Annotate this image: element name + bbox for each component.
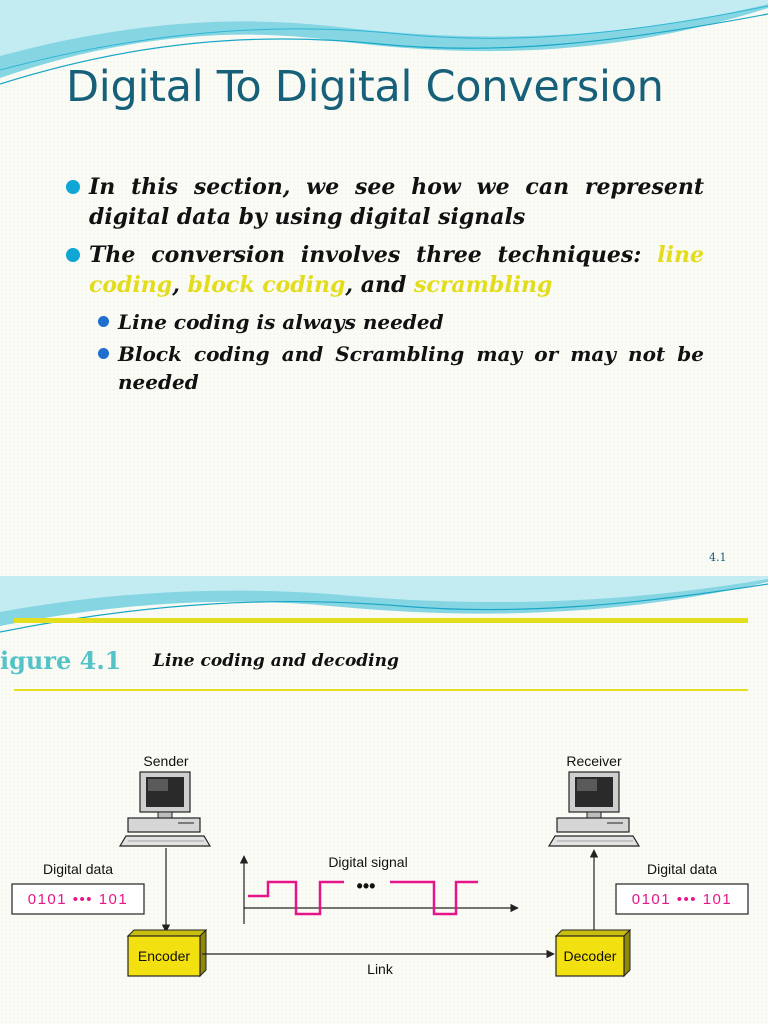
bullet-techniques — [64, 240, 704, 300]
receiver-label: Receiver — [566, 753, 622, 769]
figure-number: igure 4.1 — [0, 646, 122, 675]
receiver-computer-icon — [549, 772, 639, 846]
figure-rule-bottom — [14, 689, 748, 691]
sub-bullet-block-scrambling: Block coding and Scrambling may or may not be needed — [94, 340, 704, 396]
data-value-left: 0101 ••• 101 — [27, 891, 129, 908]
page-number: 4.1 — [709, 551, 727, 564]
techniques-sep-1: , — [172, 272, 188, 298]
highlight-block-coding: block coding — [187, 272, 346, 298]
sub-bullet-line-coding: Line coding is always needed — [94, 308, 704, 336]
data-value-right: 0101 ••• 101 — [631, 891, 733, 908]
digital-signal-waveform-left — [248, 882, 344, 914]
digital-signal-waveform-right — [390, 882, 478, 914]
digital-signal-label: Digital signal — [328, 854, 408, 870]
highlight-line-coding: line coding — [89, 242, 704, 298]
figure-rule-top — [14, 618, 748, 623]
encoder-label: Encoder — [137, 948, 191, 964]
digital-data-label-right: Digital data — [646, 861, 718, 877]
line-coding-diagram — [0, 746, 768, 1024]
decorative-wave-header — [0, 576, 768, 636]
sender-computer-icon — [120, 772, 210, 846]
slide-line-coding-figure — [0, 576, 768, 1024]
signal-ellipsis: ••• — [356, 876, 376, 896]
bullet-section-intro: In this section, we see how we can represent digital data by using digital signals — [64, 172, 704, 232]
bullet-list — [64, 172, 704, 400]
figure-caption: Line coding and decoding — [153, 651, 399, 671]
techniques-sep-2: , and — [345, 272, 415, 298]
sender-label: Sender — [143, 753, 189, 769]
highlight-scrambling: scrambling — [414, 272, 553, 298]
digital-data-label-left: Digital data — [42, 861, 114, 877]
techniques-prefix: The conversion involves three techniques: — [89, 242, 658, 268]
link-label: Link — [367, 961, 393, 977]
decoder-label: Decoder — [563, 948, 617, 964]
slide-title: Digital To Digital Conversion — [66, 62, 664, 112]
